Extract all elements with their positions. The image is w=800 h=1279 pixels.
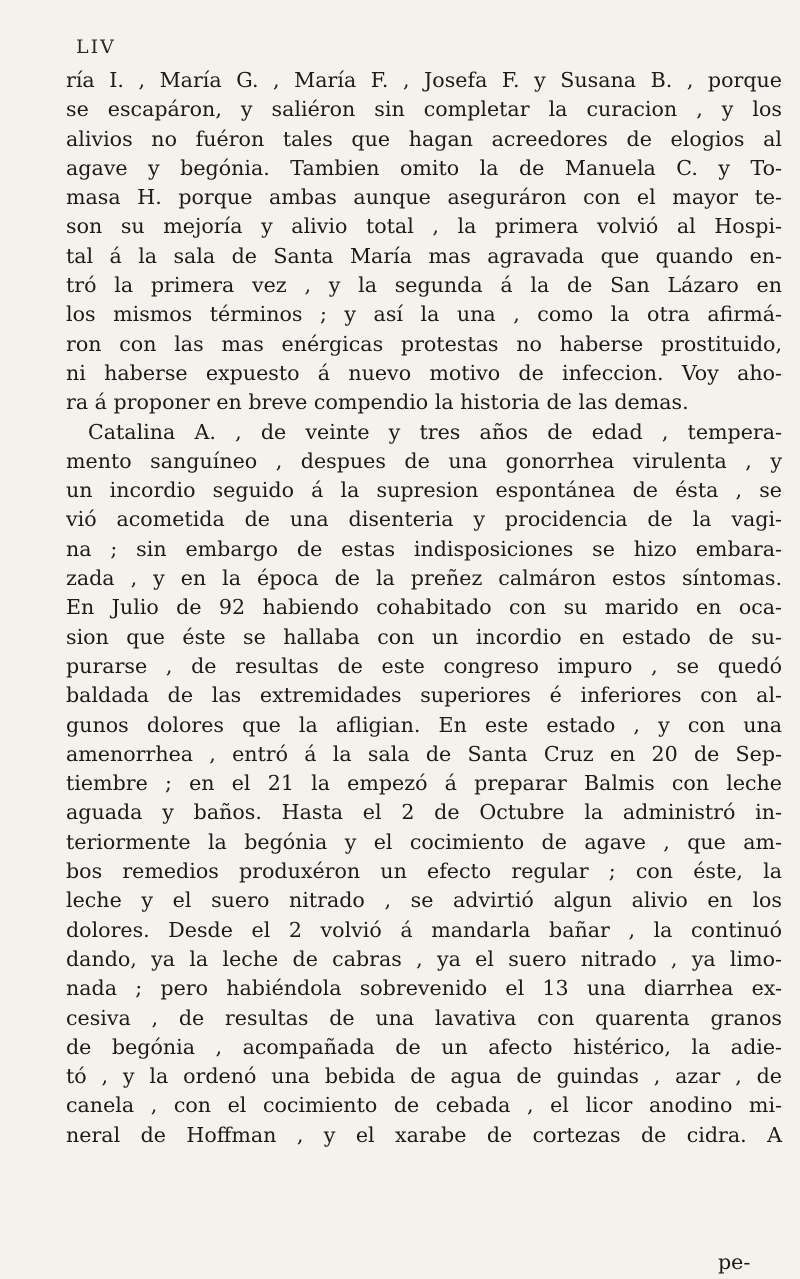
- text-line: de begónia , acompañada de un afecto histérico, la adie-: [66, 1034, 782, 1059]
- text-line: aguada y baños. Hasta el 2 de Octubre la administró in-: [66, 800, 782, 825]
- text-line: purarse , de resultas de este congreso impuro , se quedó: [66, 653, 782, 678]
- text-line: mento sanguíneo , despues de una gonorrhea virulenta , y: [66, 448, 782, 473]
- text-line: un incordio seguido á la supresion espontánea de ésta , se: [66, 478, 782, 503]
- text-line: leche y el suero nitrado , se advirtió algun alivio en los: [66, 888, 782, 913]
- text-line: tró la primera vez , y la segunda á la de San Lázaro en: [66, 273, 782, 298]
- text-line: tiembre ; en el 21 la empezó á preparar Balmis con leche: [66, 771, 782, 796]
- paragraph-start-line: Catalina A. , de veinte y tres años de edad , tempera-: [88, 419, 782, 444]
- text-line: alivios no fuéron tales que hagan acreedores de elogios al: [66, 126, 782, 151]
- text-line: los mismos términos ; y así la una , como la otra afirmá-: [66, 302, 782, 327]
- text-line: se escapáron, y saliéron sin completar la curacion , y los: [66, 97, 782, 122]
- text-line: son su mejoría y alivio total , la primera volvió al Hospi-: [66, 214, 782, 239]
- body-text: [66, 66, 782, 1150]
- text-line: tal á la sala de Santa María mas agravada que quando en-: [66, 243, 782, 268]
- text-line: agave y begónia. Tambien omito la de Manuela C. y To-: [66, 155, 782, 180]
- text-line: teriormente la begónia y el cocimiento de agave , que am-: [66, 829, 782, 854]
- catchword: pe-: [718, 1250, 751, 1274]
- text-line: na ; sin embargo de estas indisposiciones se hizo embara-: [66, 536, 782, 561]
- text-line: sion que éste se hallaba con un incordio en estado de su-: [66, 624, 782, 649]
- text-line: ría I. , María G. , María F. , Josefa F. y Susana B. , porque: [66, 68, 782, 92]
- text-line: neral de Hoffman , y el xarabe de cortezas de cidra. A: [66, 1122, 782, 1147]
- text-line: tó , y la ordenó una bebida de agua de guindas , azar , de: [66, 1064, 782, 1089]
- text-line: gunos dolores que la afligian. En este estado , y con una: [66, 712, 782, 737]
- text-line: bos remedios produxéron un efecto regular ; con éste, la: [66, 859, 782, 884]
- text-line: ron con las mas enérgicas protestas no haberse prostituido,: [66, 331, 782, 356]
- text-line: zada , y en la época de la preñez calmáron estos síntomas.: [66, 566, 782, 591]
- text-line: dolores. Desde el 2 volvió á mandarla bañar , la continuó: [66, 917, 782, 942]
- text-line: dando, ya la leche de cabras , ya el suero nitrado , ya limo-: [66, 946, 782, 971]
- text-line: En Julio de 92 habiendo cohabitado con su marido en oca-: [66, 595, 782, 620]
- text-line: cesiva , de resultas de una lavativa con quarenta granos: [66, 1005, 782, 1030]
- text-line: canela , con el cocimiento de cebada , el licor anodino mi-: [66, 1093, 782, 1118]
- text-line: baldada de las extremidades superiores é inferiores con al-: [66, 683, 782, 708]
- text-line: nada ; pero habiéndola sobrevenido el 13 una diarrhea ex-: [66, 976, 782, 1001]
- text-line: vió acometida de una disenteria y procidencia de la vagi-: [66, 507, 782, 532]
- text-line: amenorrhea , entró á la sala de Santa Cruz en 20 de Sep-: [66, 741, 782, 766]
- page-number: LIV: [76, 36, 116, 58]
- text-line: ni haberse expuesto á nuevo motivo de infeccion. Voy aho-: [66, 360, 782, 385]
- text-line: masa H. porque ambas aunque aseguráron con el mayor te-: [66, 185, 782, 210]
- text-line: ra á proponer en breve compendio la historia de las demas.: [66, 390, 689, 415]
